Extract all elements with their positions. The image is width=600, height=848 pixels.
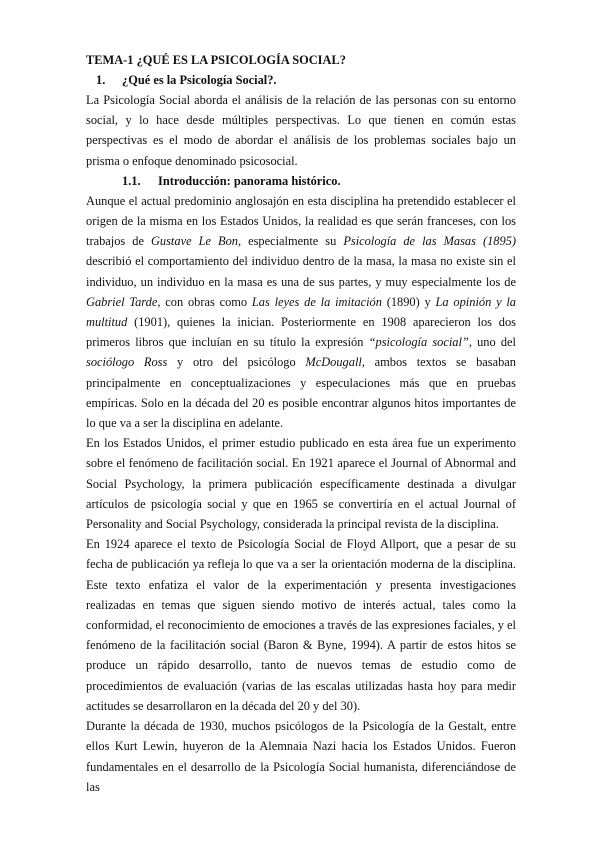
text-run: Aunque el actual predominio anglosajón en esta disciplina ha pretendido establecer el origen de la misma en los Estados Unidos, la realidad es que serán franceses, con los trabajos de	[86, 193, 516, 249]
author-le-bon: Gustave Le Bon	[150, 234, 238, 249]
author-ross: sociólogo Ross	[86, 355, 168, 370]
text-run: (1890) y	[381, 294, 436, 309]
text-run: , con obras como	[157, 294, 252, 309]
text-run: , ambos textos se basaban principalmente en conceptualizaciones y especulaciones más que en pruebas empíricas. Solo en la década del 20 es posible encontrar algunos hitos importantes de lo que va a ser la disciplina en adelante.	[86, 355, 516, 431]
document-body	[86, 50, 516, 797]
text-run: , uno del	[468, 335, 516, 350]
page-title: TEMA-1 ¿QUÉ ES LA PSICOLOGÍA SOCIAL?	[86, 53, 346, 67]
section-heading-1	[96, 70, 516, 90]
section-heading-1-1	[122, 171, 516, 191]
section-title-1: ¿Qué es la Psicología Social?.	[122, 73, 277, 87]
text-run: describió el comportamiento del individuo dentro de la masa, la masa no existe sin el individuo, un individuo en la masa es una de sus partes, y muy especialmente los de	[86, 254, 516, 289]
paragraph-history	[86, 191, 516, 433]
section-title-1-1: Introducción: panorama histórico.	[158, 173, 341, 188]
text-run: y otro del psicólogo	[167, 355, 306, 370]
author-tarde: Gabriel Tarde	[86, 294, 158, 309]
book-leyes-imitacion: Las leyes de la imitación	[251, 294, 382, 309]
section-number-1-1: 1.1.	[122, 173, 141, 188]
paragraph-intro: La Psicología Social aborda el análisis de la relación de las personas con su entorno social, y lo hace desde múltiples perspectivas. Lo que tienen en común estas perspectivas es el modo de abordar el análisis de los problemas sociales bajo un prisma o enfoque denominado psicosocial.	[86, 93, 516, 168]
book-psicologia-masas: Psicología de las Masas (1895)	[343, 234, 516, 249]
term-psicologia-social: “psicología social”	[368, 335, 469, 350]
paragraph-allport: En 1924 aparece el texto de Psicología Social de Floyd Allport, que a pesar de su fecha de publicación ya refleja lo que va a ser la orientación moderna de la disciplina. Este texto enfatiza el valor de la experimentación y presenta investigaciones realizadas en temas que siguen siendo motivo de interés actual, tales como la conformidad, el reconocimiento de emociones a través de las expresiones faciales, y el fenómeno de la facilitación social (Baron & Byne, 1994). A partir de estos hitos se produce un rápido desarrollo, tanto de nuevos temas de estudio como de procedimientos de evaluación (varias de las escalas utilizadas hasta hoy para medir actitudes se desarrollaron en la década del 20 y del 30).	[86, 537, 516, 713]
section-number-1: 1.	[96, 73, 106, 87]
paragraph-gestalt: Durante la década de 1930, muchos psicólogos de la Psicología de la Gestalt, entre ellos Kurt Lewin, huyeron de la Alemnaia Nazi hacia los Estados Unidos. Fueron fundamentales en el desarrollo de la Psicología Social humanista, diferenciándose de las	[86, 719, 516, 794]
paragraph-united-states: En los Estados Unidos, el primer estudio publicado en esta área fue un experimento sobre el fenómeno de facilitación social. En 1921 aparece el Journal of Abnormal and Social Psychology, la primera publicación específicamente destinada a divulgar artículos de psicología social y que en 1965 se convertiría en el actual Journal of Personality and Social Psychology, considerada la principal revista de la disciplina.	[86, 436, 516, 532]
text-run: , especialmente su	[237, 234, 344, 249]
text-run: (1901), quienes la inician. Posteriormente en 1908 aparecieron los dos primeros libros que incluían en su título la expresión	[86, 315, 516, 350]
book-opinion-multitud: La opinión y la multitud	[86, 294, 517, 330]
author-mcdougall: McDougall	[305, 355, 362, 370]
